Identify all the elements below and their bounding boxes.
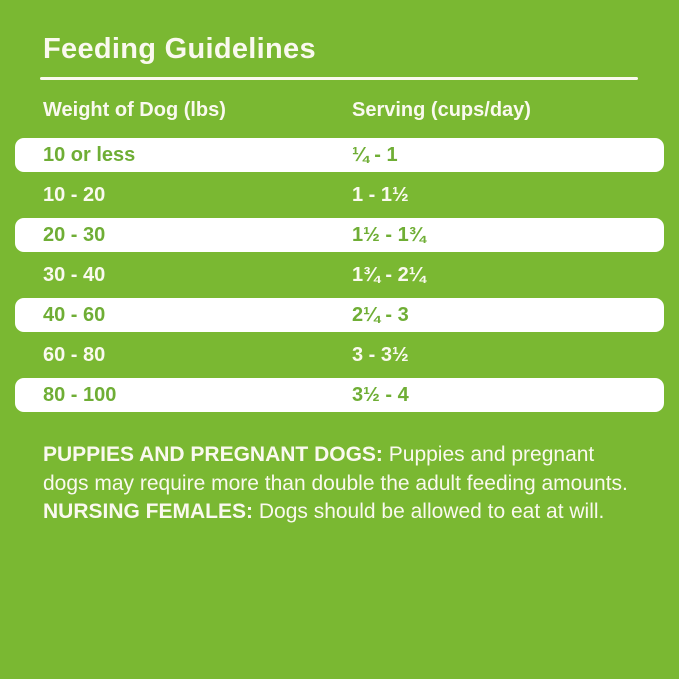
table-row-10-20 <box>15 178 664 212</box>
table-row-60-80 <box>15 338 664 372</box>
serving-cell: 1¾ - 2¼ <box>352 264 426 286</box>
column-header-serving: Serving (cups/day) <box>352 99 531 121</box>
table-row-40-60 <box>15 298 664 332</box>
table-row-10-or-less <box>15 138 664 172</box>
weight-cell: 30 - 40 <box>43 264 106 286</box>
serving-cell: ¼ - 1 <box>352 144 398 166</box>
footnote-text-1: Puppies and pregnant dogs may require more than double the adult feeding amounts. <box>43 443 628 495</box>
title-divider <box>40 77 638 80</box>
serving-cell: 2¼ - 3 <box>352 304 409 326</box>
table-header-row <box>0 99 679 123</box>
serving-cell: 1 - 1½ <box>352 184 409 206</box>
footnote-text-2: Dogs should be allowed to eat at will. <box>258 500 605 523</box>
weight-cell: 80 - 100 <box>43 384 117 406</box>
table-row-20-30 <box>15 218 664 252</box>
serving-cell: 1½ - 1¾ <box>352 224 426 246</box>
weight-cell: 10 or less <box>43 144 136 166</box>
footnote-bold-nursing: NURSING FEMALES: <box>43 500 259 523</box>
weight-cell: 10 - 20 <box>43 184 106 206</box>
column-header-weight: Weight of Dog (lbs) <box>43 99 226 121</box>
serving-cell: 3 - 3½ <box>352 344 409 366</box>
weight-cell: 60 - 80 <box>43 344 106 366</box>
table-row-30-40 <box>15 258 664 292</box>
footnote-bold-puppies: PUPPIES AND PREGNANT DOGS: <box>43 443 389 466</box>
page-title: Feeding Guidelines <box>43 33 316 65</box>
table-body <box>0 138 679 418</box>
table-row-80-100 <box>15 378 664 412</box>
serving-cell: 3½ - 4 <box>352 384 409 406</box>
weight-cell: 20 - 30 <box>43 224 106 246</box>
feeding-footnote <box>43 441 639 527</box>
weight-cell: 40 - 60 <box>43 304 106 326</box>
